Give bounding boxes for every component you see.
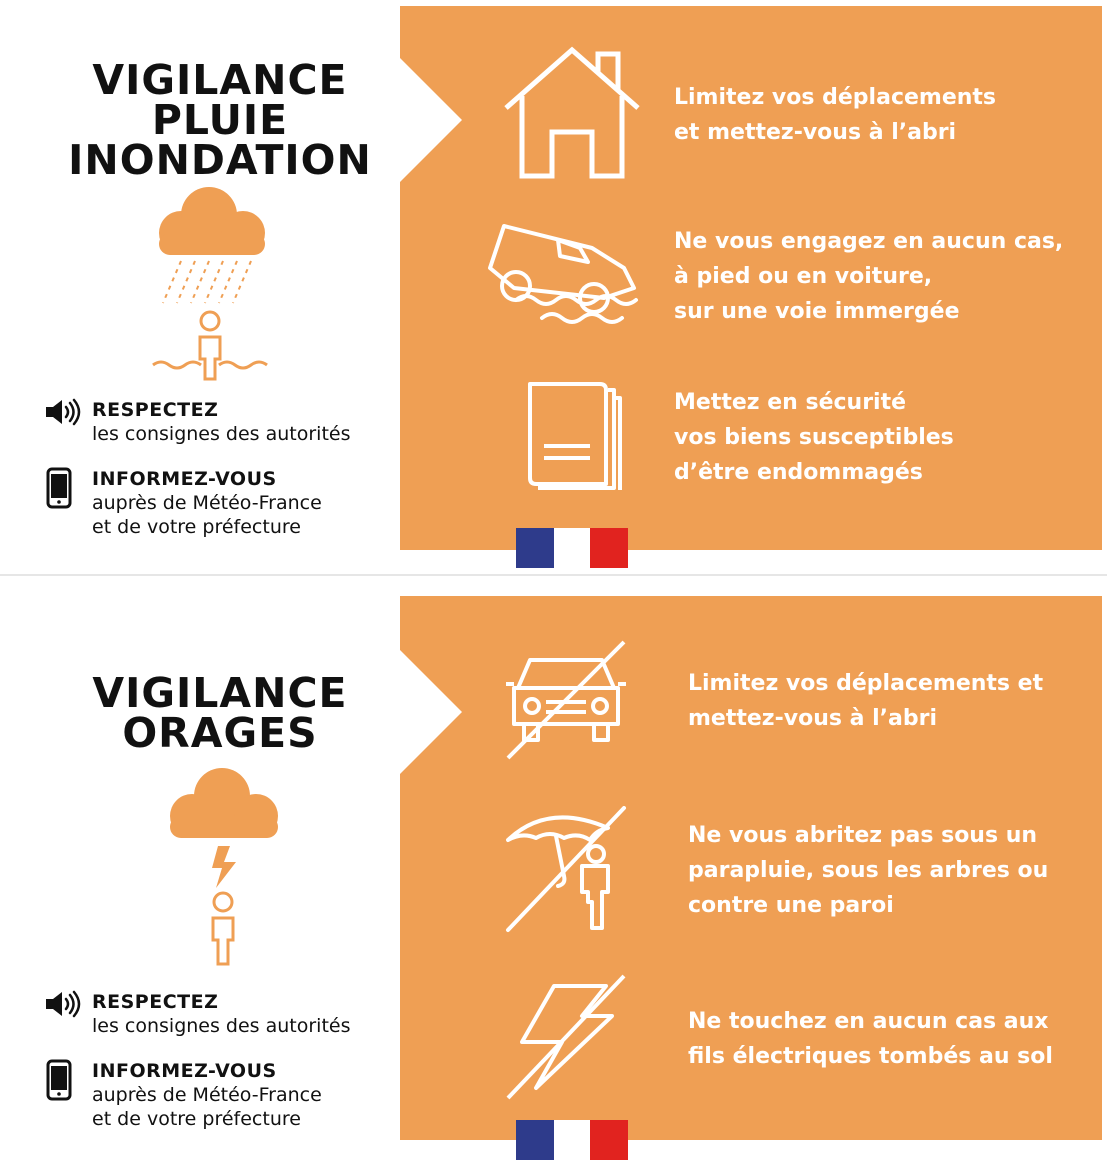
advice-line: Ne vous abritez pas sous un xyxy=(688,823,1038,848)
advice-text xyxy=(674,80,996,150)
advice-text xyxy=(674,224,1063,329)
smartphone-icon xyxy=(44,1059,74,1101)
info-line: les consignes des autorités xyxy=(92,423,351,445)
get-informed-note xyxy=(44,1059,384,1135)
advice-line: Ne vous engagez en aucun cas, xyxy=(674,229,1064,254)
title-line: ORAGES xyxy=(122,709,318,757)
vigilance-orages-panel xyxy=(0,588,1107,1160)
advice-line: et mettez-vous à l’abri xyxy=(674,120,957,145)
smartphone-icon xyxy=(44,467,74,509)
info-heading: INFORMEZ-VOUS xyxy=(92,1060,277,1082)
advice-line: Limitez vos déplacements xyxy=(674,85,997,110)
speaker-icon xyxy=(44,990,82,1018)
advice-line: d’être endommagés xyxy=(674,460,923,485)
car-in-water-icon xyxy=(484,218,664,333)
advice-line: Ne touchez en aucun cas aux xyxy=(688,1009,1049,1034)
info-heading: RESPECTEZ xyxy=(92,399,219,421)
storm-cloud-lightning-person-icon xyxy=(160,768,290,968)
advice-line: fils électriques tombés au sol xyxy=(688,1044,1053,1069)
advice-text xyxy=(688,818,1048,923)
info-line: auprès de Météo-France xyxy=(92,492,322,514)
no-umbrella-icon xyxy=(502,806,630,934)
respect-authorities-note xyxy=(44,398,384,450)
advice-line: parapluie, sous les arbres ou xyxy=(688,858,1049,883)
rain-cloud-person-water-icon xyxy=(145,185,275,385)
no-lightning-icon xyxy=(500,972,630,1102)
info-heading: RESPECTEZ xyxy=(92,991,219,1013)
vigilance-pluie-inondation-panel xyxy=(0,0,1107,572)
info-line: auprès de Météo-France xyxy=(92,1084,322,1106)
info-line: et de votre préfecture xyxy=(92,516,301,538)
documents-icon xyxy=(524,378,624,493)
title-line: PLUIE xyxy=(151,96,289,144)
panel-title xyxy=(40,669,400,757)
advice-line: Mettez en sécurité xyxy=(674,390,907,415)
republique-francaise-logo xyxy=(516,528,628,568)
advice-text xyxy=(674,385,954,490)
get-informed-note xyxy=(44,467,384,543)
title-line: VIGILANCE xyxy=(92,56,348,104)
speaker-icon xyxy=(44,398,82,426)
advice-line: contre une paroi xyxy=(688,893,894,918)
house-icon xyxy=(502,46,642,181)
republique-francaise-logo xyxy=(516,1120,628,1160)
panel-title xyxy=(40,56,400,184)
respect-authorities-note xyxy=(44,990,384,1042)
advice-line: mettez-vous à l’abri xyxy=(688,706,937,731)
advice-line: à pied ou en voiture, xyxy=(674,264,933,289)
title-line: INONDATION xyxy=(68,136,372,184)
no-car-icon xyxy=(502,640,630,760)
info-line: les consignes des autorités xyxy=(92,1015,351,1037)
advice-line: Limitez vos déplacements et xyxy=(688,671,1044,696)
info-line: et de votre préfecture xyxy=(92,1108,301,1130)
advice-text xyxy=(688,666,1043,736)
advice-line: sur une voie immergée xyxy=(674,299,960,324)
title-line: VIGILANCE xyxy=(92,669,348,717)
panel-divider xyxy=(0,574,1107,576)
advice-line: vos biens susceptibles xyxy=(674,425,954,450)
info-heading: INFORMEZ-VOUS xyxy=(92,468,277,490)
advice-text xyxy=(688,1004,1053,1074)
